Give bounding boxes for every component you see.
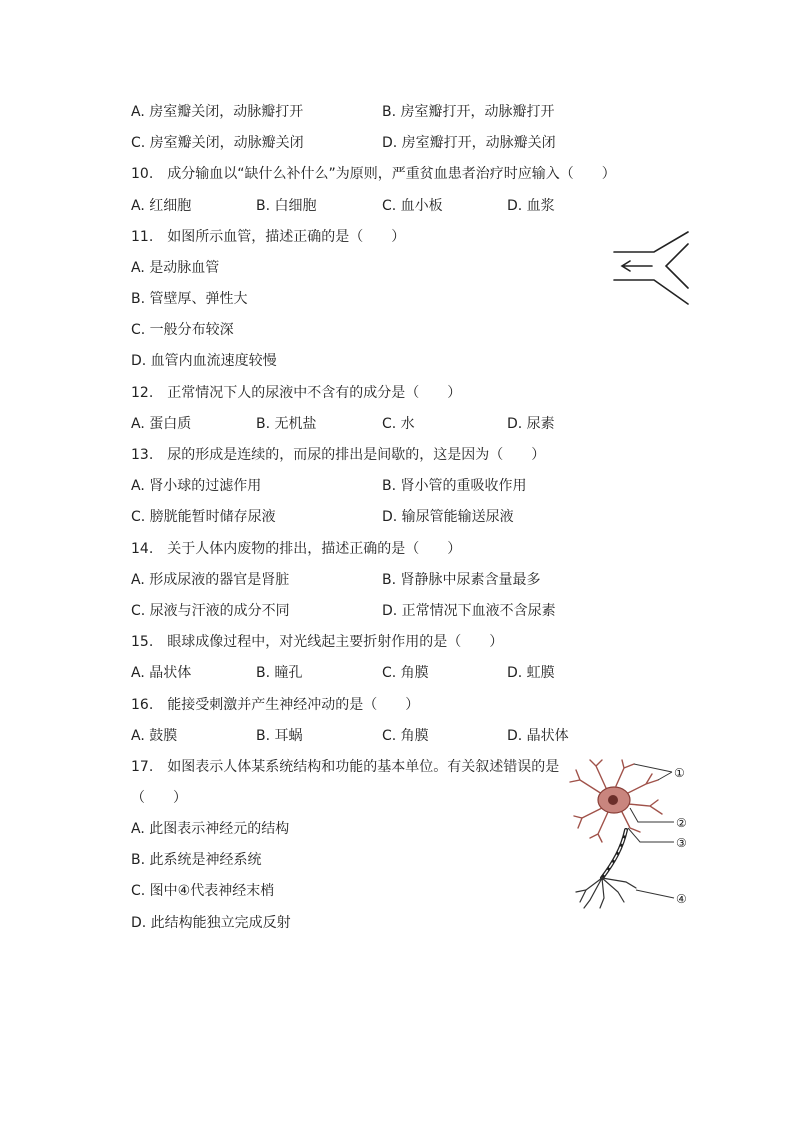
q16-option-b: B. 耳蜗	[256, 728, 303, 744]
q17-option-a: A. 此图表示神经元的结构	[131, 821, 290, 837]
q14-option-d: D. 正常情况下血液不含尿素	[382, 603, 556, 619]
q9-option-c: C. 房室瓣关闭，动脉瓣关闭	[131, 135, 304, 151]
neuron-figure	[566, 758, 694, 914]
q17-stem-continuation: （ ）	[131, 790, 187, 806]
neuron-label-lines	[628, 764, 674, 898]
q12-stem: 12. 正常情况下人的尿液中不含有的成分是（ ）	[131, 385, 462, 401]
q14-option-b: B. 肾静脉中尿素含量最多	[382, 572, 541, 588]
q11-stem: 11. 如图所示血管，描述正确的是（ ）	[131, 229, 406, 245]
q11-option-b: B. 管壁厚、弹性大	[131, 291, 248, 307]
q12-option-b: B. 无机盐	[256, 416, 317, 432]
vessel-upper-wall	[614, 232, 688, 252]
neuron-label-4: ④	[676, 892, 687, 906]
q12-option-a: A. 蛋白质	[131, 416, 192, 432]
q12-option-c: C. 水	[382, 416, 415, 432]
neuron-label-3: ③	[676, 836, 687, 850]
q12-option-d: D. 尿素	[507, 416, 555, 432]
neuron-label-2: ②	[676, 816, 687, 830]
neuron-axon-terminals	[576, 878, 636, 908]
q16-option-c: C. 角膜	[382, 728, 429, 744]
blood-flow-arrow	[622, 261, 652, 271]
q11-option-d: D. 血管内血流速度较慢	[131, 353, 277, 369]
q15-option-b: B. 瞳孔	[256, 665, 303, 681]
q15-option-d: D. 虹膜	[507, 665, 555, 681]
q10-stem: 10. 成分输血以“缺什么补什么”为原则，严重贫血患者治疗时应输入（ ）	[131, 166, 616, 182]
neuron-nucleus	[608, 795, 618, 805]
q17-stem: 17. 如图表示人体某系统结构和功能的基本单位。有关叙述错误的是	[131, 759, 560, 775]
q13-option-c: C. 膀胱能暂时储存尿液	[131, 509, 276, 525]
q17-option-b: B. 此系统是神经系统	[131, 852, 262, 868]
neuron-axon	[602, 830, 626, 878]
q9-option-d: D. 房室瓣打开，动脉瓣关闭	[382, 135, 556, 151]
neuron-label-1: ①	[674, 766, 685, 780]
q15-option-c: C. 角膜	[382, 665, 429, 681]
blood-vessel-figure	[608, 228, 692, 308]
q16-option-a: A. 鼓膜	[131, 728, 178, 744]
q15-stem: 15. 眼球成像过程中，对光线起主要折射作用的是（ ）	[131, 634, 504, 650]
vessel-lower-wall	[614, 280, 688, 304]
q14-option-c: C. 尿液与汗液的成分不同	[131, 603, 290, 619]
q15-option-a: A. 晶状体	[131, 665, 192, 681]
q11-option-c: C. 一般分布较深	[131, 322, 234, 338]
q17-option-c: C. 图中④代表神经末梢	[131, 883, 275, 899]
q9-option-a: A. 房室瓣关闭，动脉瓣打开	[131, 104, 304, 120]
q16-stem: 16. 能接受刺激并产生神经冲动的是（ ）	[131, 697, 420, 713]
q11-option-a: A. 是动脉血管	[131, 260, 220, 276]
q10-option-a: A. 红细胞	[131, 198, 192, 214]
vessel-upper-branch-inner	[666, 244, 688, 288]
q10-option-c: C. 血小板	[382, 198, 443, 214]
q13-option-b: B. 肾小管的重吸收作用	[382, 478, 527, 494]
q13-option-d: D. 输尿管能输送尿液	[382, 509, 514, 525]
q9-option-b: B. 房室瓣打开，动脉瓣打开	[382, 104, 555, 120]
q16-option-d: D. 晶状体	[507, 728, 569, 744]
q17-option-d: D. 此结构能独立完成反射	[131, 915, 291, 931]
q14-option-a: A. 形成尿液的器官是肾脏	[131, 572, 290, 588]
q13-stem: 13. 尿的形成是连续的，而尿的排出是间歇的，这是因为（ ）	[131, 447, 546, 463]
q14-stem: 14. 关于人体内废物的排出，描述正确的是（ ）	[131, 541, 462, 557]
q10-option-d: D. 血浆	[507, 198, 555, 214]
q10-option-b: B. 白细胞	[256, 198, 317, 214]
q13-option-a: A. 肾小球的过滤作用	[131, 478, 262, 494]
